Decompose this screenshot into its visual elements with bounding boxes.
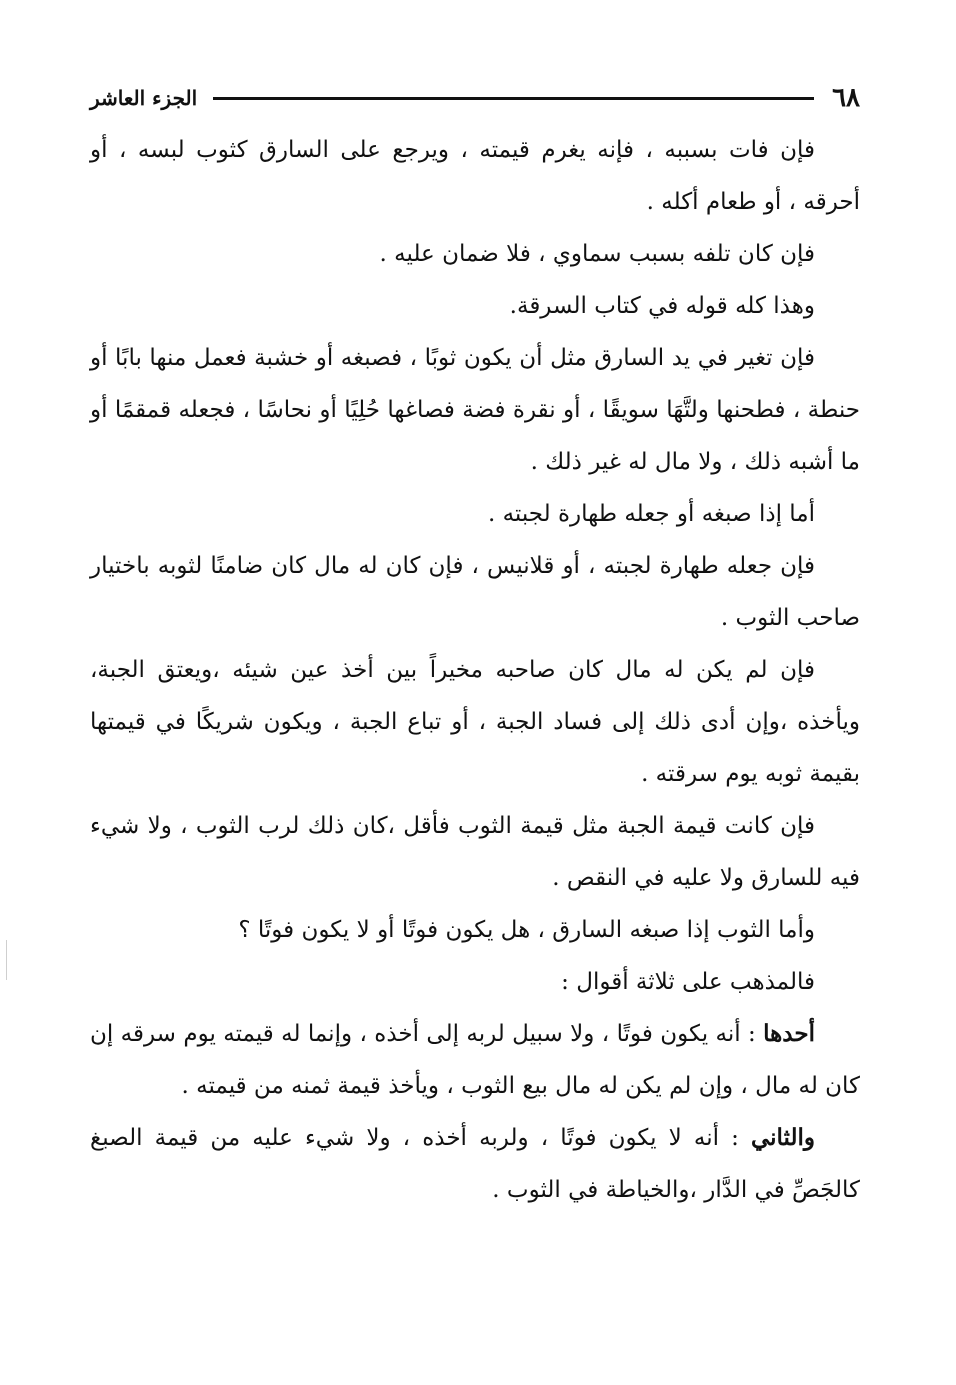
- paragraph-text: فإن جعله طهارة لجبته ، أو قلانيس ، فإن كان له مال كان ضامنًا لثوبه باختيار صاحب الثوب .: [90, 553, 860, 631]
- paragraph-text: فالمذهب على ثلاثة أقوال :: [561, 969, 815, 995]
- header-rule: [213, 97, 814, 100]
- paragraph-text: فإن تغير في يد السارق مثل أن يكون ثوبًا ، فصبغه أو خشبة فعمل منها بابًا أو حنطة ، فطحنها ولتَّهَا سويقًا ، أو نقرة فضة فصاغها حُلِيًا أو نحاسًا ، فجعله قمقمًا أو ما أشبه ذلك ، ولا مال له غير ذلك .: [90, 345, 860, 475]
- scan-margin-mark: [6, 940, 7, 980]
- paragraph: [90, 488, 860, 540]
- paragraph-text: أما إذا صبغه أو جعله طهارة لجبته .: [487, 501, 815, 527]
- paragraph-text: : أنه يكون فوتًا ، ولا سبيل لربه إلى أخذه ، وإنما له قيمته يوم سرقه إن كان له مال ، وإن لم يكن له مال بيع الثوب ، ويأخذ قيمة ثمنه من قيمته .: [90, 1021, 860, 1099]
- book-page: [90, 78, 860, 1216]
- paragraph: [90, 124, 860, 228]
- page-body: [90, 124, 860, 1216]
- paragraph: [90, 332, 860, 488]
- paragraph-text: فإن كانت قيمة الجبة مثل قيمة الثوب فأقل ،كان ذلك لرب الثوب ، ولا شيء فيه للسارق ولا عليه في النقص .: [90, 813, 860, 891]
- paragraph-text: فإن كان تلفه بسبب سماوي ، فلا ضمان عليه .: [379, 241, 815, 267]
- paragraph: [90, 644, 860, 800]
- paragraph: [90, 800, 860, 904]
- paragraph-lead: والثاني: [750, 1124, 815, 1151]
- paragraph-lead: أحدها: [763, 1020, 815, 1047]
- paragraph-text: فإن لم يكن له مال كان صاحبه مخيراً بين أخذ عين شيئه ،ويعتق الجبة، ويأخذه ،وإن أدى ذلك إلى فساد الجبة ، أو تباع الجبة ، ويكون شريكًا في قيمتها بقيمة ثوبه يوم سرقته .: [90, 657, 860, 787]
- paragraph: [90, 280, 860, 332]
- paragraph: [90, 904, 860, 956]
- paragraph: [90, 1112, 860, 1216]
- running-title: الجزء العاشر: [90, 86, 198, 110]
- paragraph: [90, 1008, 860, 1112]
- page-header: [90, 78, 860, 118]
- paragraph-text: وهذا كله قوله في كتاب السرقة.: [509, 293, 815, 319]
- paragraph-text: وأما الثوب إذا صبغه السارق ، هل يكون فوتًا أو لا يكون فوتًا ؟: [238, 917, 815, 943]
- paragraph-text: فإن فات بسببه ، فإنه يغرم قيمته ، ويرجع على السارق كثوب لبسه ، أو أحرقه ، أو طعام أكله .: [90, 137, 860, 215]
- page-number: ٦٨: [832, 83, 860, 113]
- paragraph-text: : أنه لا يكون فوتًا ، ولربه أخذه ، ولا شيء عليه من قيمة الصبغ كالجَصِّ في الدَّار ،والخياطة في الثوب .: [90, 1125, 860, 1203]
- paragraph: [90, 540, 860, 644]
- paragraph: [90, 956, 860, 1008]
- paragraph: [90, 228, 860, 280]
